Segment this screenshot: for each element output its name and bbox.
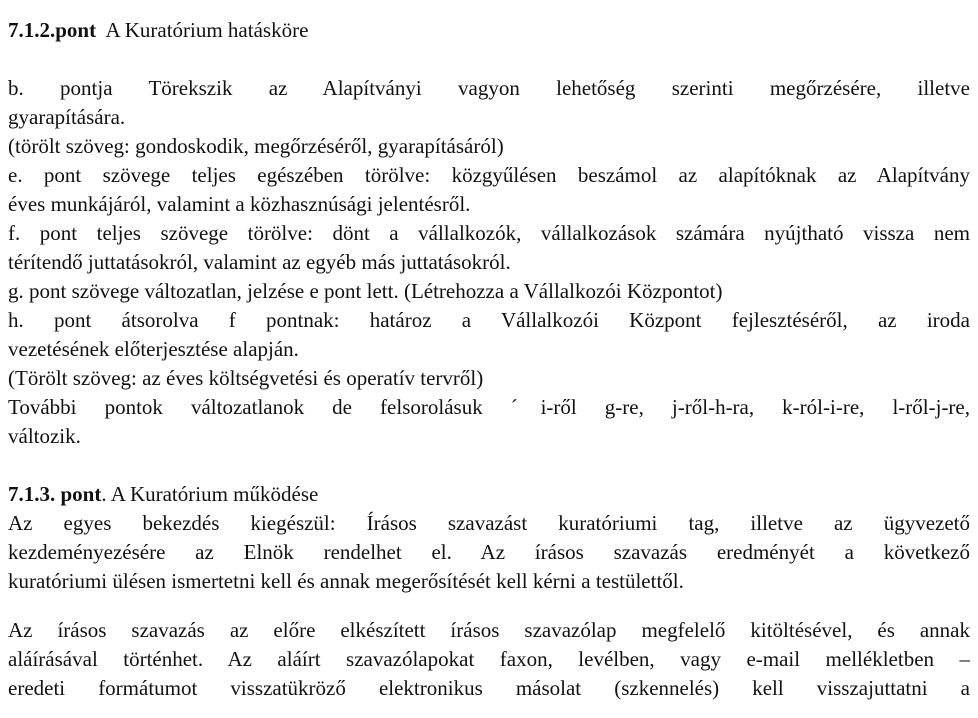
paragraph-line: További pontok változatlanok de felsorolásuk ˊi-ről g-re, j-ről-h-ra, k-ról-i-re, l-ről-j-re, <box>8 395 970 419</box>
paragraph-line: gyarapítására. <box>8 105 126 129</box>
paragraph-line: (Törölt szöveg: az éves költségvetési és operatív tervről) <box>8 366 484 390</box>
document-page <box>8 16 970 703</box>
paragraph-line: Az egyes bekezdés kiegészül: Írásos szavazást kuratóriumi tag, illetve az ügyvezető <box>8 511 970 535</box>
paragraph-line: eredeti formátumot visszatükröző elektronikus másolat (szkennelés) kell visszajuttatni a <box>8 676 970 700</box>
spacer <box>8 451 970 480</box>
section-number: 7.1.3. pont <box>8 482 102 506</box>
spacer <box>8 45 970 74</box>
section-title: . A Kuratórium működése <box>101 482 319 506</box>
paragraph-line: vezetésének előterjesztése alapján. <box>8 337 299 361</box>
spacer <box>8 596 970 616</box>
paragraph-line: f. pont teljes szövege törölve: dönt a vállalkozók, vállalkozások számára nyújtható vissza nem <box>8 221 970 245</box>
paragraph-line: kuratóriumi ülésen ismertetni kell és annak megerősítését kell kérni a testülettől. <box>8 569 684 593</box>
section-number: 7.1.2.pont <box>8 18 97 42</box>
paragraph-line: (törölt szöveg: gondoskodik, megőrzéséről, gyarapításáról) <box>8 134 504 158</box>
paragraph-line: e. pont szövege teljes egészében törölve: közgyűlésen beszámol az alapítóknak az Alapítvány <box>8 163 970 187</box>
paragraph-line: h. pont átsorolva f pontnak: határoz a Vállalkozói Központ fejlesztéséről, az iroda <box>8 308 970 332</box>
paragraph-line: éves munkájáról, valamint a közhasznúsági jelentésről. <box>8 192 471 216</box>
section-heading-7-1-2 <box>8 16 970 45</box>
paragraph-line: változik. <box>8 424 81 448</box>
paragraph-line: g. pont szövege változatlan, jelzése e pont lett. (Létrehozza a Vállalkozói Központot) <box>8 279 723 303</box>
paragraph-line: kezdeményezésére az Elnök rendelhet el. Az írásos szavazás eredményét a következő <box>8 540 970 564</box>
paragraph-line: Az írásos szavazás az előre elkészített írásos szavazólap megfelelő kitöltésével, és annak <box>8 618 970 642</box>
section-heading-7-1-3 <box>8 480 970 509</box>
section-title: A Kuratórium hatásköre <box>105 18 309 42</box>
paragraph-line: térítendő juttatásokról, valamint az egyéb más juttatásokról. <box>8 250 511 274</box>
paragraph-line: aláírásával történhet. Az aláírt szavazólapokat faxon, levélben, vagy e-mail mellékletben – <box>8 647 970 671</box>
paragraph-line: b. pontja Törekszik az Alapítványi vagyon lehetőség szerinti megőrzésére, illetve <box>8 76 970 100</box>
